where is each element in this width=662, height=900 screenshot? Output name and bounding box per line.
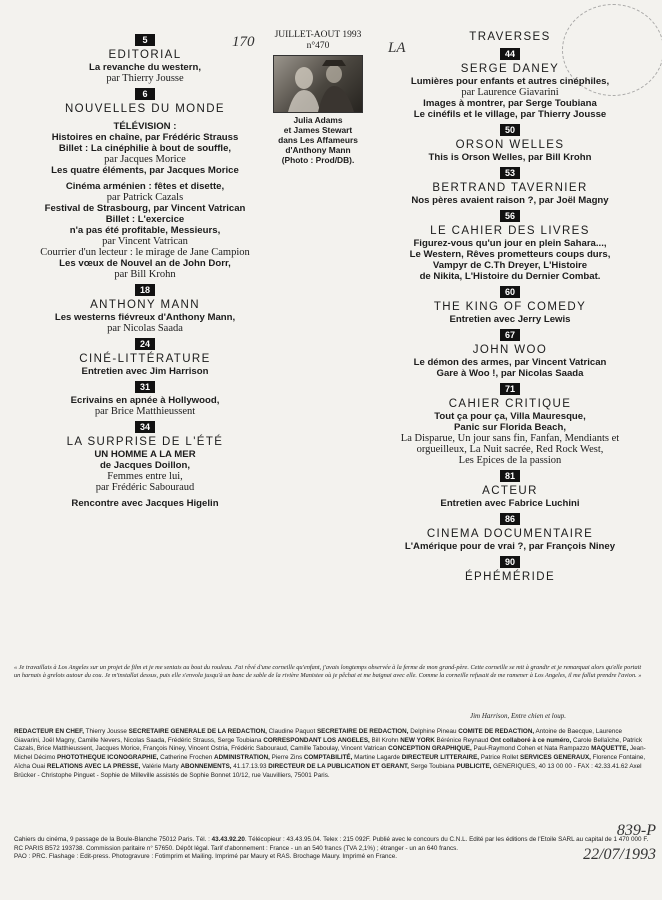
article-title: n'a pas été profitable, Messieurs,: [69, 225, 221, 236]
article-title: Lumières pour enfants et autres cinéphiles,: [410, 76, 610, 87]
article-title: Ecrivains en apnée à Hollywood,: [70, 395, 220, 406]
credit-label: RELATIONS AVEC LA PRESSE,: [46, 762, 141, 770]
article-title: Histoires en chaîne, par Frédéric Strauss: [51, 132, 239, 143]
article-byline: par Frédéric Sabouraud: [95, 482, 195, 493]
article-title: Entretien avec Jerry Lewis: [449, 314, 571, 325]
credit-value: Carole Bellaïche, Patrick Cazals, Brice Matthieussent, Jacques Morice, François Niney, Vincent Ostria, Frédéric Sabouraud, Camille Taboulay, Vincent Vatrican: [14, 736, 642, 753]
handwritten-date: 22/07/1993: [583, 846, 656, 863]
footer-address: Cahiers du cinéma, 9 passage de la Boule-Blanche 75012 Paris. Tél. :: [14, 836, 212, 843]
article-byline: Courrier d'un lecteur : le mirage de Jane Campion: [40, 247, 250, 258]
credit-label: PUBLICITE,: [456, 762, 492, 770]
page-number-badge: 31: [135, 381, 155, 393]
page-number-badge: 60: [500, 286, 520, 298]
credit-label: CORRESPONDANT LOS ANGELES,: [263, 736, 370, 744]
credit-label: ADMINISTRATION,: [214, 754, 270, 762]
page-number-badge: 5: [135, 34, 155, 46]
article-title: Entretien avec Fabrice Luchini: [440, 498, 580, 509]
credit-value: Thierry Jousse: [83, 728, 129, 735]
article-title: Nos pères avaient raison ?, par Joël Magny: [411, 195, 609, 206]
toc-entry: [365, 552, 655, 584]
issue-date: JUILLET-AOUT 1993: [274, 30, 362, 40]
handwritten-number: 170: [232, 34, 255, 50]
credit-value: Valérie Marty: [140, 762, 181, 770]
page-number-badge: 71: [500, 383, 520, 395]
article-title: Rencontre avec Jacques Higelin: [71, 498, 219, 509]
section-heading: ACTEUR: [482, 485, 538, 497]
photo-caption-1: Julia Adams: [293, 115, 343, 125]
credit-value: GENERIQUES, 40 13 00 00 - FAX : 42.33.41.62 Axel Brücker - Christophe Pinguet - Sophie de Milleville assistés de Sophie Bonnet 10/12, rue Vauvilliers, 75001 Paris.: [14, 762, 642, 779]
article-title: de Jacques Doillon,: [99, 460, 191, 471]
article-title: Le cinéfils et le village, par Thierry Jousse: [413, 109, 607, 120]
credit-label: MAQUETTE,: [591, 745, 629, 753]
article-title: Panic sur Florida Beach,: [454, 422, 566, 433]
credit-value: Bérénice Reynaud: [434, 736, 491, 744]
article-byline: par Bill Krohn: [114, 269, 176, 280]
photo-caption-5: (Photo : Prod/DB).: [281, 155, 355, 165]
page-number-badge: 86: [500, 513, 520, 525]
article-byline: par Laurence Giavarini: [461, 87, 559, 98]
credit-label: SERVICES GENERAUX,: [520, 754, 591, 762]
epigraph-quote: « Je travaillais à Los Angeles sur un projet de film et je me sentais au bout du rouleau. J'ai rêvé d'une corneille qu'enfant, j'avais longtemps observée à la ferme de mon grand-père. Cette corneille se mit à grandir et je remarquai alors qu'elle portait un harnais à grelots autour du cou. Je m'installai dessus, puis elle s'envola jusqu'à un banc de sable de la rivière Manistee où je pêchai et me baignai avec elle. Comme la corneille refusait de me ramener à Los Angeles, il me fallut prendre l'avion. »: [14, 664, 642, 679]
credit-value: Catherine Frochen: [158, 754, 215, 762]
section-heading: THE KING OF COMEDY: [433, 301, 587, 313]
footer-printing: PAO : PRC. Flashage : Edit-press. Photogravure : Fotimprim et Mailing. Imprimé par Maury et RAS. Brochage Maury. Imprimé en France.: [14, 853, 397, 861]
article-title: Gare à Woo !, par Nicolas Saada: [436, 368, 584, 379]
epigraph-source: Jim Harrison, Entre chien et loup.: [470, 712, 566, 720]
article-byline: Les Epices de la passion: [458, 455, 562, 466]
section-heading: ORSON WELLES: [455, 139, 565, 151]
article-title: Tout ça pour ça, Villa Mauresque,: [434, 411, 586, 422]
article-title: Festival de Strasbourg, par Vincent Vatrican: [44, 203, 246, 214]
credit-value: Antoine de Baecque, Laurence Giavarini, Joël Magny, Camille Nevers, Nicolas Saada, Frédéric Strauss, Serge Toubiana: [14, 728, 623, 744]
issue-number: n°470: [306, 41, 330, 51]
toc-entry: [12, 417, 278, 509]
page-number-badge: 50: [500, 124, 520, 136]
article-title: Billet : La cinéphilie à bout de souffle,: [58, 143, 232, 154]
article-title: Les westerns fiévreux d'Anthony Mann,: [54, 312, 236, 323]
handwritten-registration: [476, 822, 656, 900]
credit-label: NEW YORK: [400, 736, 435, 744]
article-title: TÉLÉVISION :: [113, 121, 177, 132]
toc-entry: [12, 84, 278, 280]
toc-entry: [365, 163, 655, 206]
toc-entry: [365, 466, 655, 509]
credit-value: Jean-Michel Décimo: [14, 745, 646, 762]
credit-value: Paul-Raymond Cohen et Nata Rampazzo: [471, 745, 592, 753]
toc-entry: [365, 44, 655, 120]
article-byline: La Disparue, Un jour sans fin, Fanfan, Mendiants et: [400, 433, 620, 444]
credit-value: Pierre Zins: [269, 754, 304, 762]
masthead-credits: [14, 728, 650, 780]
section-heading: TRAVERSES: [469, 31, 551, 43]
article-byline: par Nicolas Saada: [107, 323, 183, 334]
toc-entry: [365, 282, 655, 325]
credit-value: Bill Krohn: [369, 736, 401, 744]
credit-label: REDACTEUR EN CHEF,: [14, 728, 84, 735]
section-heading: ANTHONY MANN: [90, 299, 200, 311]
photo-caption-3: dans Les Affameurs: [278, 135, 358, 145]
section-heading: LE CAHIER DES LIVRES: [430, 225, 590, 237]
credit-label: PHOTOTHEQUE ICONOGRAPHIE,: [57, 754, 159, 762]
article-byline: par Brice Matthieussent: [94, 406, 196, 417]
handwritten-code: LA: [388, 40, 406, 56]
article-byline: par Jacques Morice: [104, 154, 186, 165]
page-number-badge: 90: [500, 556, 520, 568]
article-title: Vampyr de C.Th Dreyer, L'Histoire: [432, 260, 588, 271]
page-number-badge: 6: [135, 88, 155, 100]
page-number-badge: 56: [500, 210, 520, 222]
handwritten-ref: 839-P: [616, 822, 656, 839]
credit-value: Claudine Paquot: [266, 728, 317, 735]
credit-label: COMITE DE REDACTION,: [458, 728, 535, 735]
credit-label: DIRECTEUR DE LA PUBLICATION ET GERANT,: [268, 762, 409, 770]
article-title: Figurez-vous qu'un jour en plein Sahara...,: [413, 238, 607, 249]
article-title: Le Western, Rêves prometteurs coups durs,: [409, 249, 611, 260]
page-number-badge: 34: [135, 421, 155, 433]
article-byline: par Patrick Cazals: [106, 192, 184, 203]
credit-value: Florence Fontaine, Aïcha Ouai: [14, 754, 646, 770]
article-title: L'Amérique pour de vrai ?, par François Niney: [404, 541, 616, 552]
section-heading: NOUVELLES DU MONDE: [64, 103, 226, 115]
section-heading: BERTRAND TAVERNIER: [432, 182, 588, 194]
toc-entry: [12, 30, 278, 84]
credit-value: 41.17.13.93: [231, 762, 269, 770]
credit-value: Delphine Pineau: [408, 728, 459, 735]
toc-entry: [12, 377, 278, 417]
page-number-badge: 44: [500, 48, 520, 60]
toc-entry: [365, 206, 655, 282]
article-title: Images à montrer, par Serge Toubiana: [423, 98, 597, 109]
credit-value: Patrice Rollet: [479, 754, 520, 762]
credit-label: DIRECTEUR LITTERAIRE,: [401, 754, 480, 762]
credit-value: Serge Toubiana: [408, 762, 457, 770]
article-title: Entretien avec Jim Harrison: [81, 366, 209, 377]
masthead: [268, 30, 368, 165]
toc-entry: [365, 325, 655, 379]
article-title: La revanche du western,: [89, 62, 201, 73]
section-heading: CAHIER CRITIQUE: [448, 398, 572, 410]
section-heading: SERGE DANEY: [460, 63, 560, 75]
footer-legal: . Télécopieur : 43.43.95.04. Telex : 215 092F. Publié avec le concours du C.N.L. Edité par les éditions de l'Etoile SARL au capital de 1 470 000 F. RC PARIS B572 193738. Commission paritaire n° 57650. Dépôt légal. Tarif d'abonnement : France - un an 540 francs (TVA 2,1%) ; étranger - un an 640 francs.: [14, 836, 649, 852]
photo-caption-2: et James Stewart: [283, 125, 353, 135]
page-number-badge: 24: [135, 338, 155, 350]
page-number-badge: 67: [500, 329, 520, 341]
page-number-badge: 18: [135, 284, 155, 296]
credit-label: CONCEPTION GRAPHIQUE,: [388, 745, 472, 753]
article-title: Billet : L'exercice: [105, 214, 185, 225]
section-heading: JOHN WOO: [472, 344, 548, 356]
footer-phone: 43.43.92.20: [211, 836, 245, 843]
page-number-badge: 53: [500, 167, 520, 179]
article-title: Le démon des armes, par Vincent Vatrican: [413, 357, 607, 368]
article-byline: orgueilleux, La Nuit sacrée, Red Rock West,: [416, 444, 604, 455]
section-heading: EDITORIAL: [108, 49, 182, 61]
page-number-badge: 81: [500, 470, 520, 482]
toc-entry: [12, 334, 278, 377]
article-title: This is Orson Welles, par Bill Krohn: [428, 152, 592, 163]
section-heading: CINEMA DOCUMENTAIRE: [426, 528, 594, 540]
credit-value: Martine Lagarde: [352, 754, 402, 762]
toc-entry: [12, 280, 278, 334]
toc-entry: [365, 120, 655, 163]
article-title: Cinéma arménien : fêtes et disette,: [65, 181, 225, 192]
article-byline: par Thierry Jousse: [106, 73, 184, 84]
credit-label: Ont collaboré à ce numéro,: [490, 736, 572, 744]
toc-entry: [365, 30, 655, 44]
credit-label: SECRETAIRE GENERALE DE LA REDACTION,: [128, 728, 267, 735]
photo-silhouette: [274, 56, 362, 112]
cover-photo: [273, 55, 363, 113]
section-heading: LA SURPRISE DE L'ÉTÉ: [66, 436, 224, 448]
contents-left-column: [12, 30, 278, 509]
contents-right-column: [365, 30, 655, 584]
article-title: Les vœux de Nouvel an de John Dorr,: [59, 258, 231, 269]
article-title: UN HOMME A LA MER: [94, 449, 196, 460]
article-title: de Nikita, L'Histoire du Dernier Combat.: [419, 271, 601, 282]
toc-entry: [365, 509, 655, 552]
photo-caption-4: d'Anthony Mann: [285, 145, 351, 155]
section-heading: ÉPHÉMÉRIDE: [464, 571, 556, 583]
article-title: Les quatre éléments, par Jacques Morice: [51, 165, 239, 176]
credit-label: ABONNEMENTS,: [180, 762, 232, 770]
article-byline: Femmes entre lui,: [107, 471, 183, 482]
article-byline: par Vincent Vatrican: [102, 236, 188, 247]
credit-label: COMPTABILITÉ,: [303, 754, 353, 762]
section-heading: CINÉ-LITTÉRATURE: [79, 353, 211, 365]
toc-entry: [365, 379, 655, 466]
credit-label: SECRETAIRE DE REDACTION,: [316, 728, 409, 735]
